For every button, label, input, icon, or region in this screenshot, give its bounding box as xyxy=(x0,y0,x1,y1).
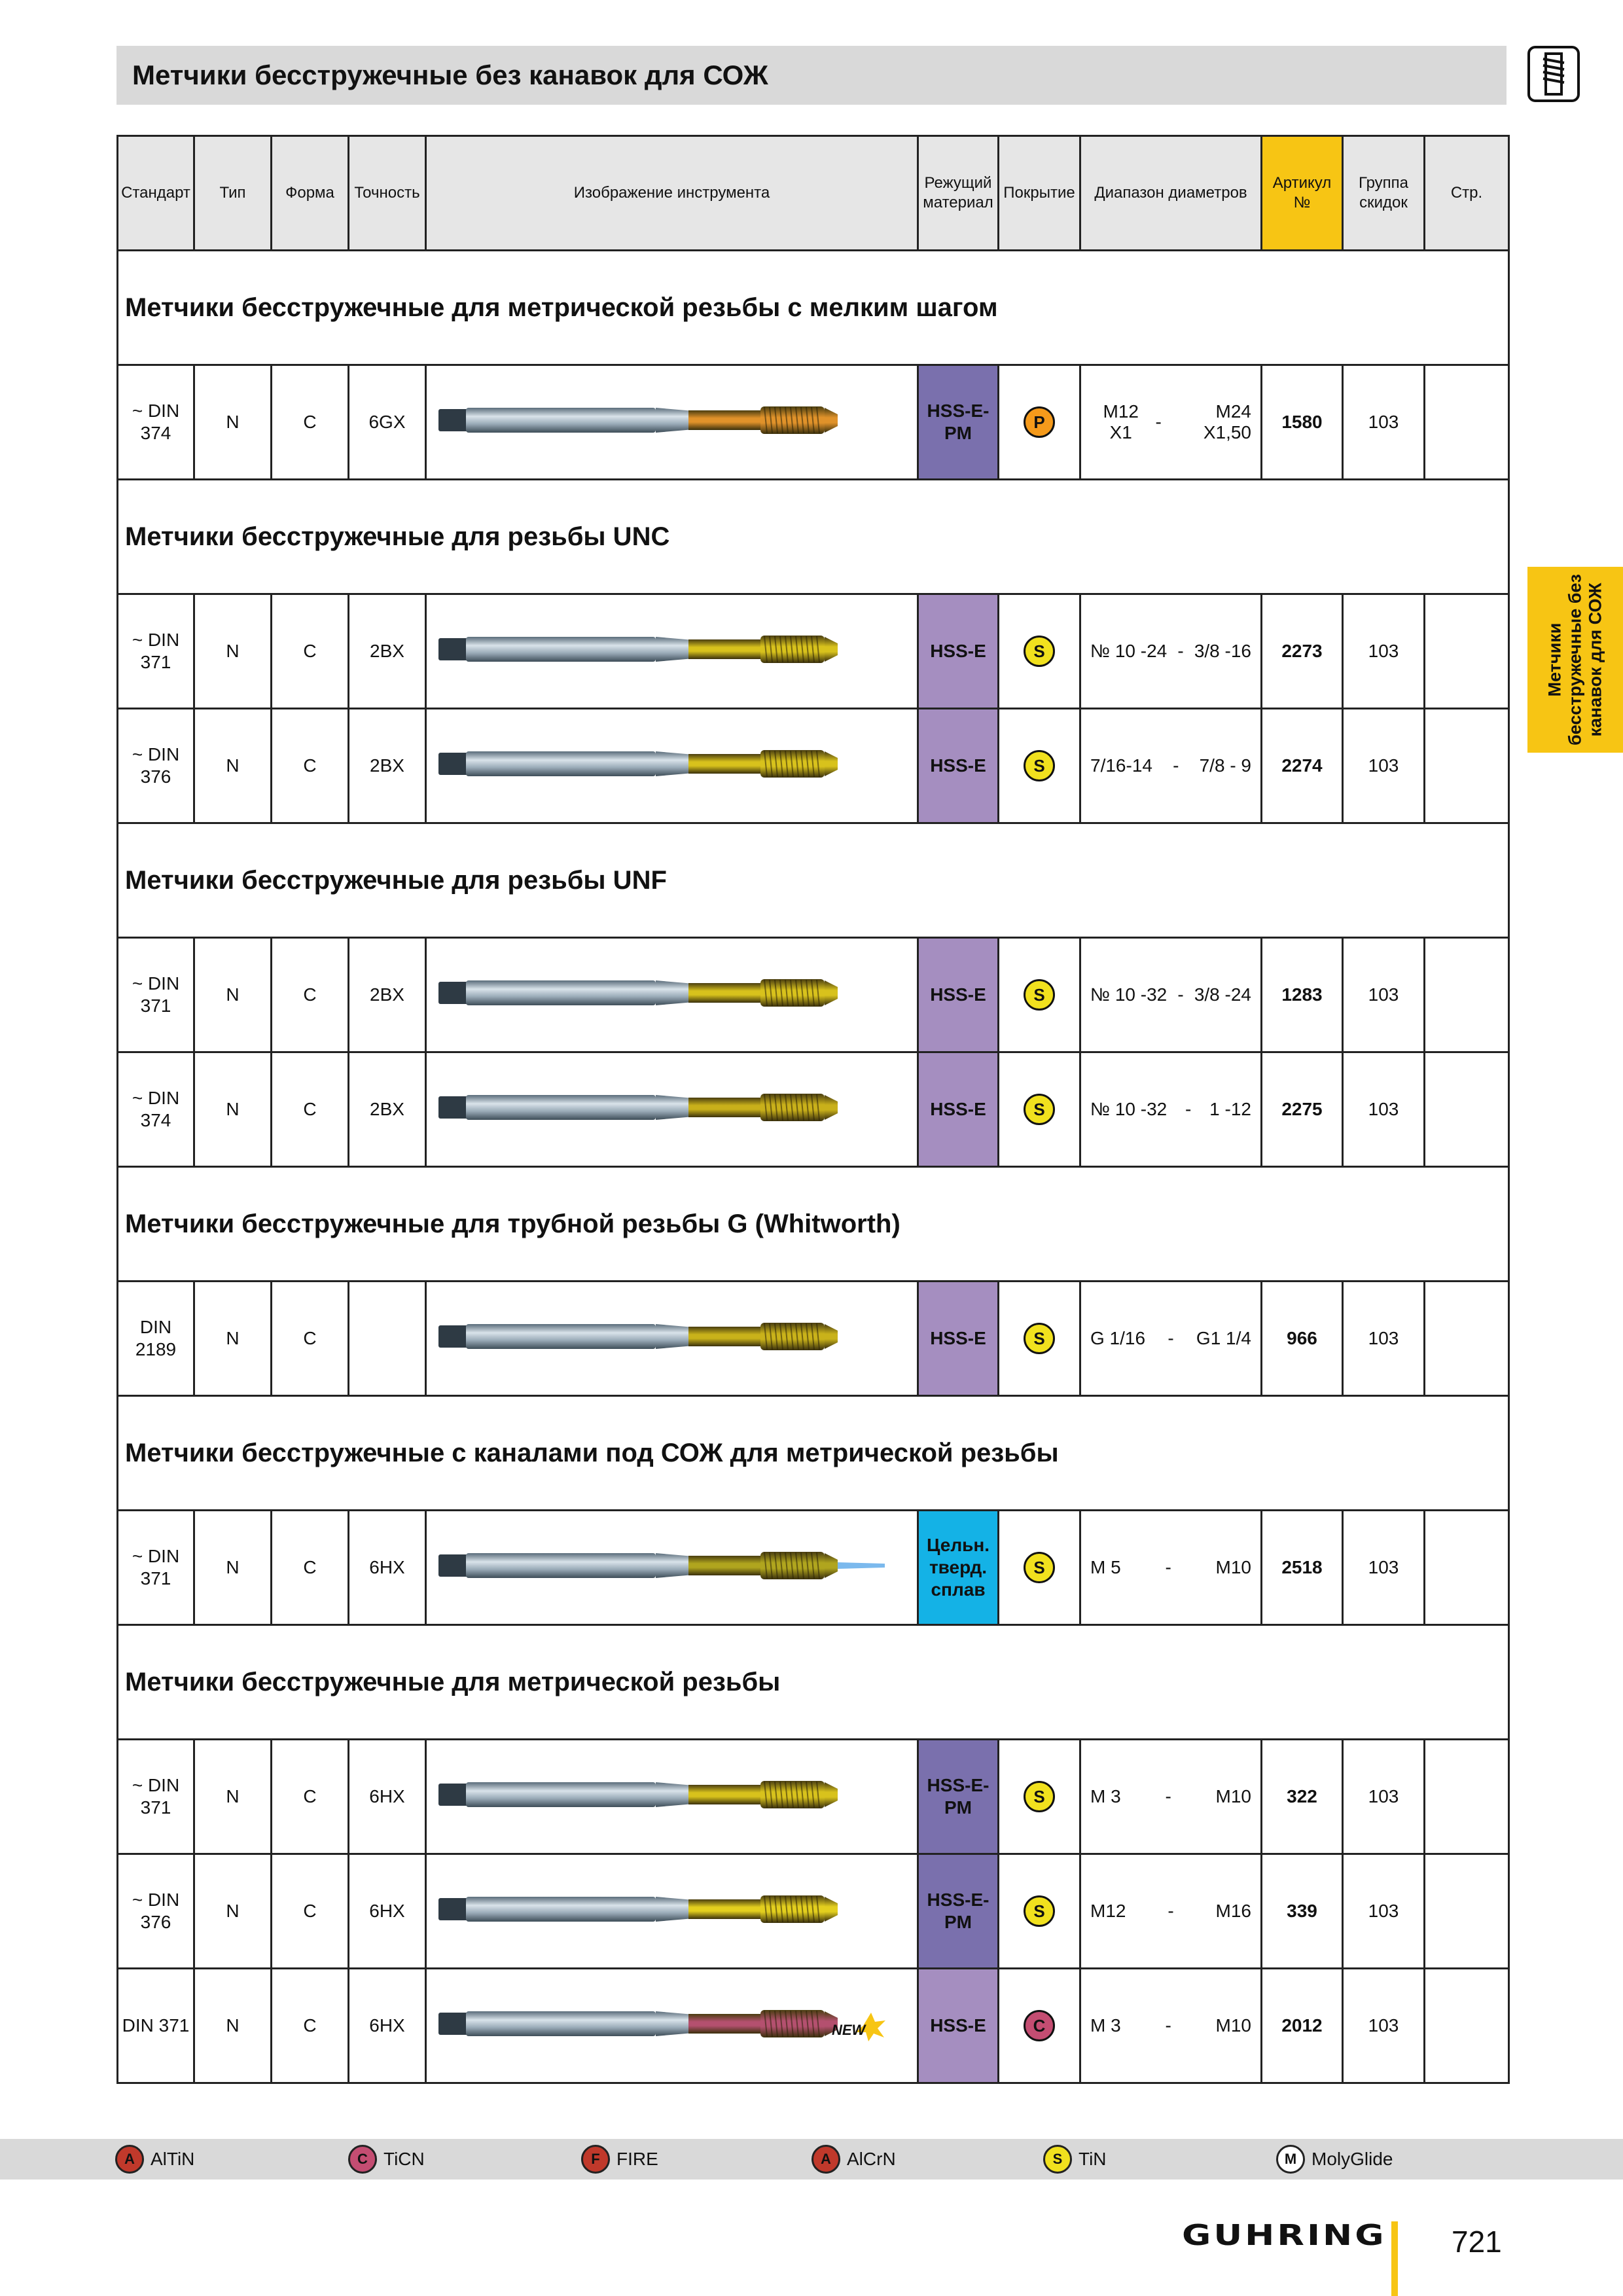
cell-accuracy xyxy=(349,1282,426,1396)
cell-range xyxy=(1080,1854,1262,1969)
range-from: M 3 xyxy=(1090,2015,1121,2036)
cell-range xyxy=(1080,1052,1262,1167)
cell-type: N xyxy=(194,1052,272,1167)
tool-image xyxy=(427,709,917,822)
cell-type: N xyxy=(194,1969,272,2083)
cell-type: N xyxy=(194,938,272,1052)
cell-tool-image xyxy=(426,1854,918,1969)
cell-range xyxy=(1080,365,1262,480)
section-title: Метчики бесстружечные для трубной резьбы G (Whitworth) xyxy=(118,1167,1509,1282)
cell-coating xyxy=(999,1854,1080,1969)
diameter-range xyxy=(1081,1901,1260,1922)
range-dash: - xyxy=(1177,641,1184,661)
cell-standard: ~ DIN 371 xyxy=(118,1740,194,1854)
cell-form: C xyxy=(272,709,349,823)
tool-image xyxy=(427,595,917,708)
cell-discount: 103 xyxy=(1343,1052,1425,1167)
cell-coating xyxy=(999,1740,1080,1854)
logo-divider xyxy=(1391,2221,1398,2296)
legend-label: TiCN xyxy=(383,2149,425,2169)
coating-badge-icon: S xyxy=(1024,636,1055,667)
table-row[interactable] xyxy=(118,1052,1509,1167)
coating-legend xyxy=(0,2139,1623,2179)
cell-tool-image xyxy=(426,1282,918,1396)
col-header-image: Изображение инструмента xyxy=(426,136,918,251)
cell-range xyxy=(1080,1969,1262,2083)
cell-range xyxy=(1080,1740,1262,1854)
cell-range xyxy=(1080,1511,1262,1625)
product-table xyxy=(116,135,1510,2084)
col-header-type: Тип xyxy=(194,136,272,251)
section-row xyxy=(118,1396,1509,1511)
range-dash: - xyxy=(1177,984,1184,1005)
cell-form: C xyxy=(272,365,349,480)
col-header-range: Диапазон диаметров xyxy=(1080,136,1262,251)
section-row xyxy=(118,823,1509,938)
tool-image xyxy=(427,1969,917,2082)
cell-range xyxy=(1080,1282,1262,1396)
cell-coating xyxy=(999,938,1080,1052)
cell-standard: ~ DIN 371 xyxy=(118,1511,194,1625)
tool-drawing-5 xyxy=(427,1282,919,1391)
legend-item xyxy=(1043,2144,1107,2174)
col-header-discount: Группа скидок xyxy=(1343,136,1425,251)
cell-page xyxy=(1425,1854,1509,1969)
cell-form: C xyxy=(272,1052,349,1167)
legend-label: AlCrN xyxy=(847,2149,896,2169)
section-title: Метчики бесстружечные для метрической резьбы xyxy=(118,1625,1509,1740)
range-from: M12 X1 xyxy=(1103,401,1139,442)
cell-coating xyxy=(999,1511,1080,1625)
section-title: Метчики бесстружечные для метрической резьбы с мелким шагом xyxy=(118,251,1509,365)
cell-material: HSS-E-PM xyxy=(918,365,999,480)
side-tab-label: Метчики бесстружечные без канавок для СОЖ xyxy=(1544,574,1605,745)
cell-range xyxy=(1080,594,1262,709)
legend-coating-icon: S xyxy=(1043,2145,1072,2174)
tool-drawing-0 xyxy=(427,366,919,475)
cell-discount: 103 xyxy=(1343,1969,1425,2083)
table-row[interactable] xyxy=(118,709,1509,823)
section-row xyxy=(118,1625,1509,1740)
cell-coating xyxy=(999,1052,1080,1167)
cell-discount: 103 xyxy=(1343,594,1425,709)
cell-accuracy: 2BX xyxy=(349,594,426,709)
cell-accuracy: 2BX xyxy=(349,1052,426,1167)
cell-coating xyxy=(999,709,1080,823)
diameter-range xyxy=(1081,1328,1260,1349)
cell-material: HSS-E xyxy=(918,1282,999,1396)
cell-article: 339 xyxy=(1262,1854,1343,1969)
cell-tool-image xyxy=(426,365,918,480)
range-dash: - xyxy=(1155,412,1162,432)
cell-discount: 103 xyxy=(1343,365,1425,480)
range-to: M24 X1,50 xyxy=(1203,401,1251,442)
range-to: M10 xyxy=(1215,1557,1251,1577)
range-dash: - xyxy=(1168,1328,1174,1348)
legend-item xyxy=(812,2144,896,2174)
cell-material: Цельн. тверд. сплав xyxy=(918,1511,999,1625)
range-from: № 10 -32 xyxy=(1090,1099,1168,1119)
range-to: G1 1/4 xyxy=(1196,1328,1251,1348)
cell-article: 2273 xyxy=(1262,594,1343,709)
tool-drawing-6 xyxy=(427,1511,919,1620)
cell-type: N xyxy=(194,1282,272,1396)
col-header-material: Режущий материал xyxy=(918,136,999,251)
table-header-row xyxy=(118,136,1509,251)
cell-type: N xyxy=(194,1854,272,1969)
range-to: 7/8 - 9 xyxy=(1199,755,1251,776)
tool-drawing-7 xyxy=(427,1740,919,1849)
page-number: 721 xyxy=(1452,2225,1502,2259)
cell-form: C xyxy=(272,1969,349,2083)
cell-discount: 103 xyxy=(1343,1511,1425,1625)
section-title: Метчики бесстружечные для резьбы UNF xyxy=(118,823,1509,938)
cell-tool-image xyxy=(426,709,918,823)
coating-badge-icon: S xyxy=(1024,750,1055,781)
coating-badge-icon: S xyxy=(1024,979,1055,1011)
cell-tool-image xyxy=(426,1969,918,2083)
cell-form: C xyxy=(272,1854,349,1969)
cell-accuracy: 2BX xyxy=(349,938,426,1052)
col-header-standard: Стандарт xyxy=(118,136,194,251)
cell-accuracy: 6HX xyxy=(349,1854,426,1969)
cell-coating xyxy=(999,1969,1080,2083)
diameter-range xyxy=(1081,1099,1260,1120)
legend-coating-icon: A xyxy=(115,2145,144,2174)
cell-type: N xyxy=(194,594,272,709)
diameter-range xyxy=(1081,1557,1260,1578)
legend-coating-icon: F xyxy=(581,2145,610,2174)
cell-range xyxy=(1080,709,1262,823)
col-header-article: Артикул № xyxy=(1262,136,1343,251)
cell-article: 2274 xyxy=(1262,709,1343,823)
cell-accuracy: 6HX xyxy=(349,1969,426,2083)
range-to: M10 xyxy=(1215,2015,1251,2036)
cell-coating xyxy=(999,365,1080,480)
cell-material: HSS-E xyxy=(918,938,999,1052)
legend-coating-icon: A xyxy=(812,2145,840,2174)
range-from: 7/16-14 xyxy=(1090,755,1152,776)
range-to: 1 -12 xyxy=(1209,1099,1251,1119)
cell-accuracy: 2BX xyxy=(349,709,426,823)
section-row xyxy=(118,480,1509,594)
diameter-range xyxy=(1081,984,1260,1005)
cell-material: HSS-E-PM xyxy=(918,1740,999,1854)
tool-image xyxy=(427,939,917,1051)
cell-type: N xyxy=(194,709,272,823)
cell-article: 2518 xyxy=(1262,1511,1343,1625)
table-row[interactable] xyxy=(118,1969,1509,2083)
col-header-page: Стр. xyxy=(1425,136,1509,251)
cell-coating xyxy=(999,1282,1080,1396)
coating-badge-icon: P xyxy=(1024,406,1055,438)
cell-material: HSS-E xyxy=(918,709,999,823)
cell-article: 966 xyxy=(1262,1282,1343,1396)
table-row[interactable] xyxy=(118,1282,1509,1396)
cell-standard: DIN 371 xyxy=(118,1969,194,2083)
tool-drawing-4 xyxy=(427,1053,919,1162)
brand-logo: GUHRING xyxy=(1182,2219,1387,2252)
coating-badge-icon: C xyxy=(1024,2010,1055,2041)
new-badge-label: NEW xyxy=(832,2022,866,2038)
coating-badge-icon: S xyxy=(1024,1781,1055,1812)
legend-item xyxy=(115,2144,194,2174)
tool-drawing-8 xyxy=(427,1855,919,1964)
table-row[interactable] xyxy=(118,1511,1509,1625)
tool-image xyxy=(427,1282,917,1395)
diameter-range xyxy=(1081,1786,1260,1807)
range-from: № 10 -24 xyxy=(1090,641,1168,661)
range-to: M16 xyxy=(1215,1901,1251,1921)
cell-form: C xyxy=(272,1740,349,1854)
cell-type: N xyxy=(194,1511,272,1625)
tool-image xyxy=(427,366,917,478)
tap-symbol-icon xyxy=(1526,45,1581,103)
col-header-coating: Покрытие xyxy=(999,136,1080,251)
tool-image xyxy=(427,1511,917,1624)
cell-accuracy: 6HX xyxy=(349,1740,426,1854)
cell-article: 2275 xyxy=(1262,1052,1343,1167)
diameter-range xyxy=(1081,755,1260,776)
cell-discount: 103 xyxy=(1343,938,1425,1052)
page-title: Метчики бесстружечные без канавок для СОЖ xyxy=(132,60,768,90)
coating-badge-icon: S xyxy=(1024,1094,1055,1125)
cell-standard: ~ DIN 371 xyxy=(118,594,194,709)
cell-standard: ~ DIN 376 xyxy=(118,709,194,823)
cell-accuracy: 6HX xyxy=(349,1511,426,1625)
col-header-form: Форма xyxy=(272,136,349,251)
table-row[interactable] xyxy=(118,938,1509,1052)
range-from: M12 xyxy=(1090,1901,1126,1921)
diameter-range xyxy=(1081,641,1260,662)
cell-page xyxy=(1425,1969,1509,2083)
cell-article: 2012 xyxy=(1262,1969,1343,2083)
cell-material: HSS-E xyxy=(918,594,999,709)
legend-label: FIRE xyxy=(616,2149,658,2169)
cell-article: 1580 xyxy=(1262,365,1343,480)
tool-drawing-1 xyxy=(427,595,919,704)
range-from: № 10 -32 xyxy=(1090,984,1168,1005)
range-dash: - xyxy=(1165,2015,1171,2036)
range-from: G 1/16 xyxy=(1090,1328,1146,1348)
section-title: Метчики бесстружечные с каналами под СОЖ для метрической резьбы xyxy=(118,1396,1509,1511)
section-row xyxy=(118,1167,1509,1282)
coating-badge-icon: S xyxy=(1024,1895,1055,1927)
side-chapter-tab[interactable] xyxy=(1527,567,1623,753)
cell-range xyxy=(1080,938,1262,1052)
cell-discount: 103 xyxy=(1343,1740,1425,1854)
cell-discount: 103 xyxy=(1343,1854,1425,1969)
cell-coating xyxy=(999,594,1080,709)
cell-form: C xyxy=(272,1511,349,1625)
cell-page xyxy=(1425,1740,1509,1854)
cell-type: N xyxy=(194,1740,272,1854)
cell-type: N xyxy=(194,365,272,480)
range-dash: - xyxy=(1165,1786,1171,1806)
cell-form: C xyxy=(272,938,349,1052)
cell-page xyxy=(1425,1282,1509,1396)
col-header-accuracy: Точность xyxy=(349,136,426,251)
tool-image xyxy=(427,1053,917,1166)
cell-material: HSS-E xyxy=(918,1052,999,1167)
legend-label: TiN xyxy=(1079,2149,1107,2169)
cell-material: HSS-E xyxy=(918,1969,999,2083)
diameter-range xyxy=(1081,2015,1260,2036)
range-dash: - xyxy=(1185,1099,1192,1119)
cell-tool-image xyxy=(426,1740,918,1854)
legend-item xyxy=(1276,2144,1393,2174)
cell-page xyxy=(1425,709,1509,823)
range-dash: - xyxy=(1165,1557,1171,1577)
page-title-bar xyxy=(116,46,1507,105)
table-row[interactable] xyxy=(118,1740,1509,1854)
cell-form: C xyxy=(272,1282,349,1396)
cell-tool-image xyxy=(426,1511,918,1625)
cell-material: HSS-E-PM xyxy=(918,1854,999,1969)
table-row[interactable] xyxy=(118,594,1509,709)
cell-page xyxy=(1425,594,1509,709)
diameter-range xyxy=(1081,401,1260,443)
table-row[interactable] xyxy=(118,365,1509,480)
tool-image xyxy=(427,1740,917,1853)
range-to: M10 xyxy=(1215,1786,1251,1806)
cell-article: 322 xyxy=(1262,1740,1343,1854)
cell-tool-image xyxy=(426,938,918,1052)
cell-page xyxy=(1425,1052,1509,1167)
table-row[interactable] xyxy=(118,1854,1509,1969)
tool-drawing-3 xyxy=(427,939,919,1047)
coating-badge-icon: S xyxy=(1024,1552,1055,1583)
cell-tool-image xyxy=(426,594,918,709)
legend-coating-icon: C xyxy=(348,2145,377,2174)
cell-standard: ~ DIN 374 xyxy=(118,1052,194,1167)
cell-standard: DIN 2189 xyxy=(118,1282,194,1396)
cell-standard: ~ DIN 376 xyxy=(118,1854,194,1969)
range-dash: - xyxy=(1173,755,1179,776)
section-row xyxy=(118,251,1509,365)
cell-discount: 103 xyxy=(1343,709,1425,823)
new-badge xyxy=(832,2011,891,2043)
cell-page xyxy=(1425,365,1509,480)
coating-badge-icon: S xyxy=(1024,1323,1055,1354)
legend-item xyxy=(581,2144,658,2174)
range-from: M 3 xyxy=(1090,1786,1121,1806)
cell-article: 1283 xyxy=(1262,938,1343,1052)
legend-item xyxy=(348,2144,425,2174)
cell-page xyxy=(1425,1511,1509,1625)
cell-tool-image xyxy=(426,1052,918,1167)
cell-standard: ~ DIN 371 xyxy=(118,938,194,1052)
legend-coating-icon: M xyxy=(1276,2145,1305,2174)
range-from: M 5 xyxy=(1090,1557,1121,1577)
cell-form: C xyxy=(272,594,349,709)
range-to: 3/8 -16 xyxy=(1194,641,1251,661)
cell-discount: 103 xyxy=(1343,1282,1425,1396)
legend-label: AlTiN xyxy=(151,2149,195,2169)
cell-page xyxy=(1425,938,1509,1052)
range-dash: - xyxy=(1168,1901,1174,1921)
tool-drawing-2 xyxy=(427,709,919,818)
cell-accuracy: 6GX xyxy=(349,365,426,480)
cell-standard: ~ DIN 374 xyxy=(118,365,194,480)
range-to: 3/8 -24 xyxy=(1194,984,1251,1005)
legend-label: MolyGlide xyxy=(1311,2149,1393,2169)
section-title: Метчики бесстружечные для резьбы UNC xyxy=(118,480,1509,594)
tool-image xyxy=(427,1855,917,1967)
